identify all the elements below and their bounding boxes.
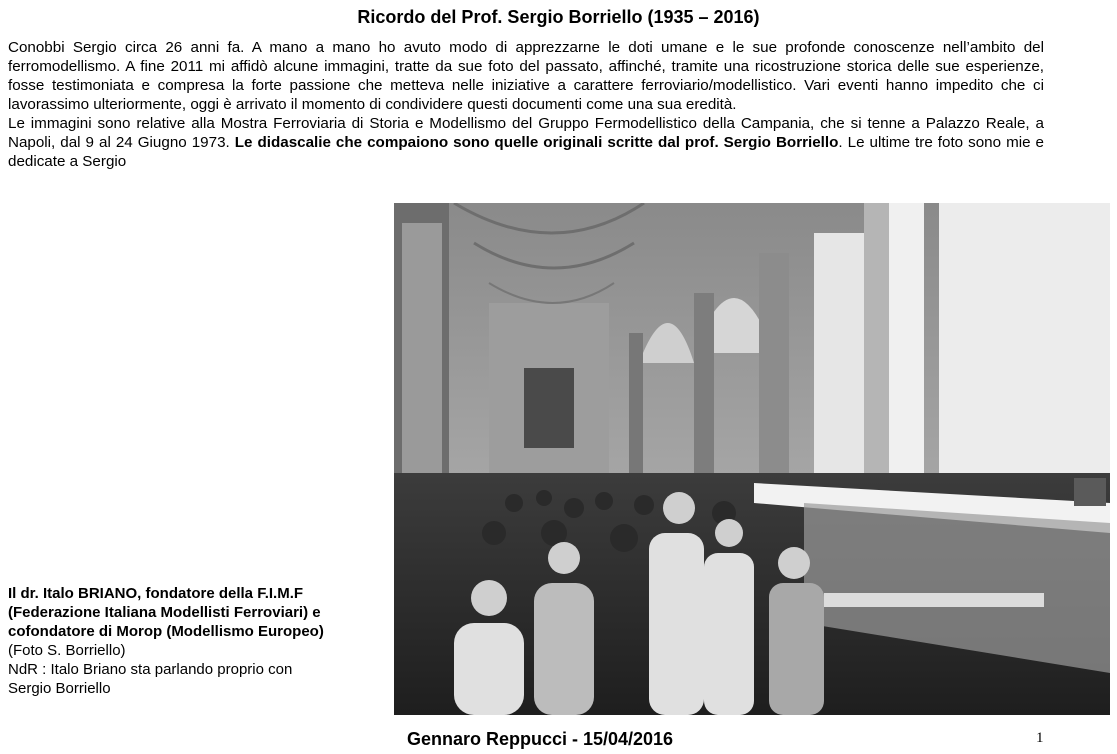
intro-paragraph-1: Conobbi Sergio circa 26 anni fa. A mano a mano ho avuto modo di apprezzarne le doti umane e le sue profonde conoscenze nell’ambito del ferromodellismo. A fine 2011 mi affidò alcune immagini, tratte da sue foto del passato, affinché, tramite una ricostruzione storica delle sue esperienze, fosse testimoniata e compresa la forte passione che metteva nelle iniziative a carattere ferroviario/modellistico. Vari eventi hanno impedito che ci lavorassimo ulteriormente, oggi è arrivato il momento di condividere questi documenti come una sua eredità. [8, 39, 1044, 113]
intro-p2-start: Le immagini sono relative alla Mostra Ferroviaria di Storia e Modellismo del Gruppo Fermodellistico della Campania, che si tenne a Palazzo Reale, a Napoli, dal 9 al 24 Giugno 1973. [8, 115, 1044, 151]
intro-paragraph-2 [8, 114, 1044, 171]
page-number: 1 [1036, 730, 1044, 746]
intro-p2-end: . Le ultime tre foto sono mie e dedicate a Sergio [8, 134, 1044, 170]
caption-line: Il dr. Italo BRIANO, fondatore della F.I.M.F [8, 585, 304, 602]
intro-text [8, 38, 1044, 171]
caption-line: cofondatore di Morop (Modellismo Europeo) [8, 623, 324, 640]
caption-line: (Federazione Italiana Modellisti Ferroviari) e [8, 604, 321, 621]
page-title: Ricordo del Prof. Sergio Borriello (1935 – 2016) [357, 7, 760, 27]
footer-author-date: Gennaro Reppucci - 15/04/2016 [406, 729, 674, 749]
caption-line: NdR : Italo Briano sta parlando proprio con [8, 661, 293, 678]
caption-line: (Foto S. Borriello) [8, 642, 126, 659]
photo-caption [8, 584, 388, 698]
caption-line: Sergio Borriello [8, 680, 111, 697]
photo-illustration [394, 203, 1110, 715]
intro-p2-bold: Le didascalie che compaiono sono quelle originali scritte dal prof. Sergio Borriello [234, 134, 839, 151]
exhibition-hall-photo [394, 203, 1110, 715]
